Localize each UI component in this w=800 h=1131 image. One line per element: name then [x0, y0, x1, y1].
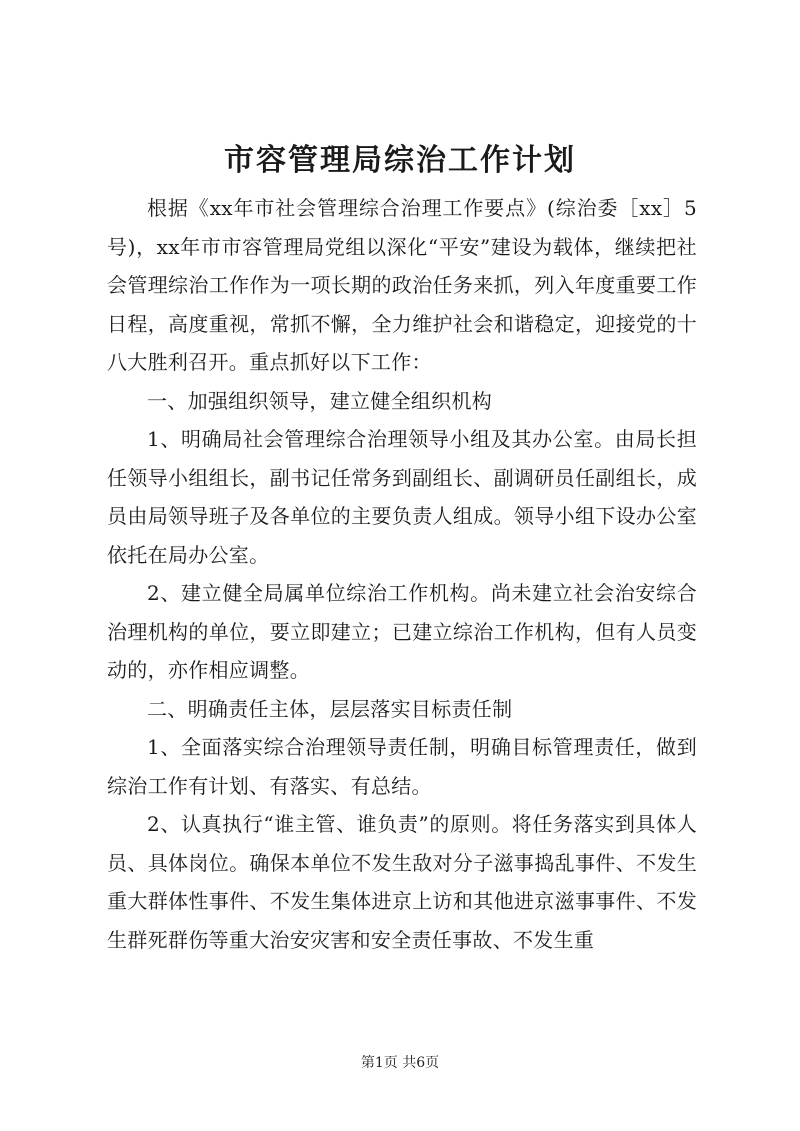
paragraph-item-1-1: 1、明确局社会管理综合治理领导小组及其办公室。由局长担任领导小组组长，副书记任常务到副组长、副调研员任副组长，成员由局领导班子及各单位的主要负责人组成。领导小组下设办公室依托在局办公室。 [107, 427, 697, 567]
page-number-footer: 第1页 共6页 [360, 1055, 440, 1071]
document-title: 市容管理局综治工作计划 [224, 143, 576, 178]
section-heading-2: 二、明确责任主体，层层落实目标责任制 [147, 696, 513, 721]
paragraph-intro: 根据《xx年市社会管理综合治理工作要点》(综治委［xx］5号)，xx年市市容管理局党组以深化“平安”建设为载体，继续把社会管理综治工作作为一项长期的政治任务来抓，列入年度重要工作日程，高度重视，常抓不懈，全力维护社会和谐稳定，迎接党的十八大胜利召开。重点抓好以下工作： [107, 196, 697, 374]
paragraph-item-2-2: 2、认真执行“谁主管、谁负责”的原则。将任务落实到具体人员、具体岗位。确保本单位不发生敌对分子滋事捣乱事件、不发生重大群体性事件、不发生集体进京上访和其他进京滋事事件、不发生群死群伤等重大治安灾害和安全责任事故、不发生重 [107, 812, 697, 952]
paragraph-item-2-1: 1、全面落实综合治理领导责任制，明确目标管理责任，做到综治工作有计划、有落实、有总结。 [107, 735, 697, 798]
paragraph-item-1-2: 2、建立健全局属单位综治工作机构。尚未建立社会治安综合治理机构的单位，要立即建立；已建立综治工作机构，但有人员变动的，亦作相应调整。 [107, 581, 697, 682]
document-body [107, 189, 697, 959]
section-heading-1: 一、加强组织领导，建立健全组织机构 [147, 388, 493, 413]
